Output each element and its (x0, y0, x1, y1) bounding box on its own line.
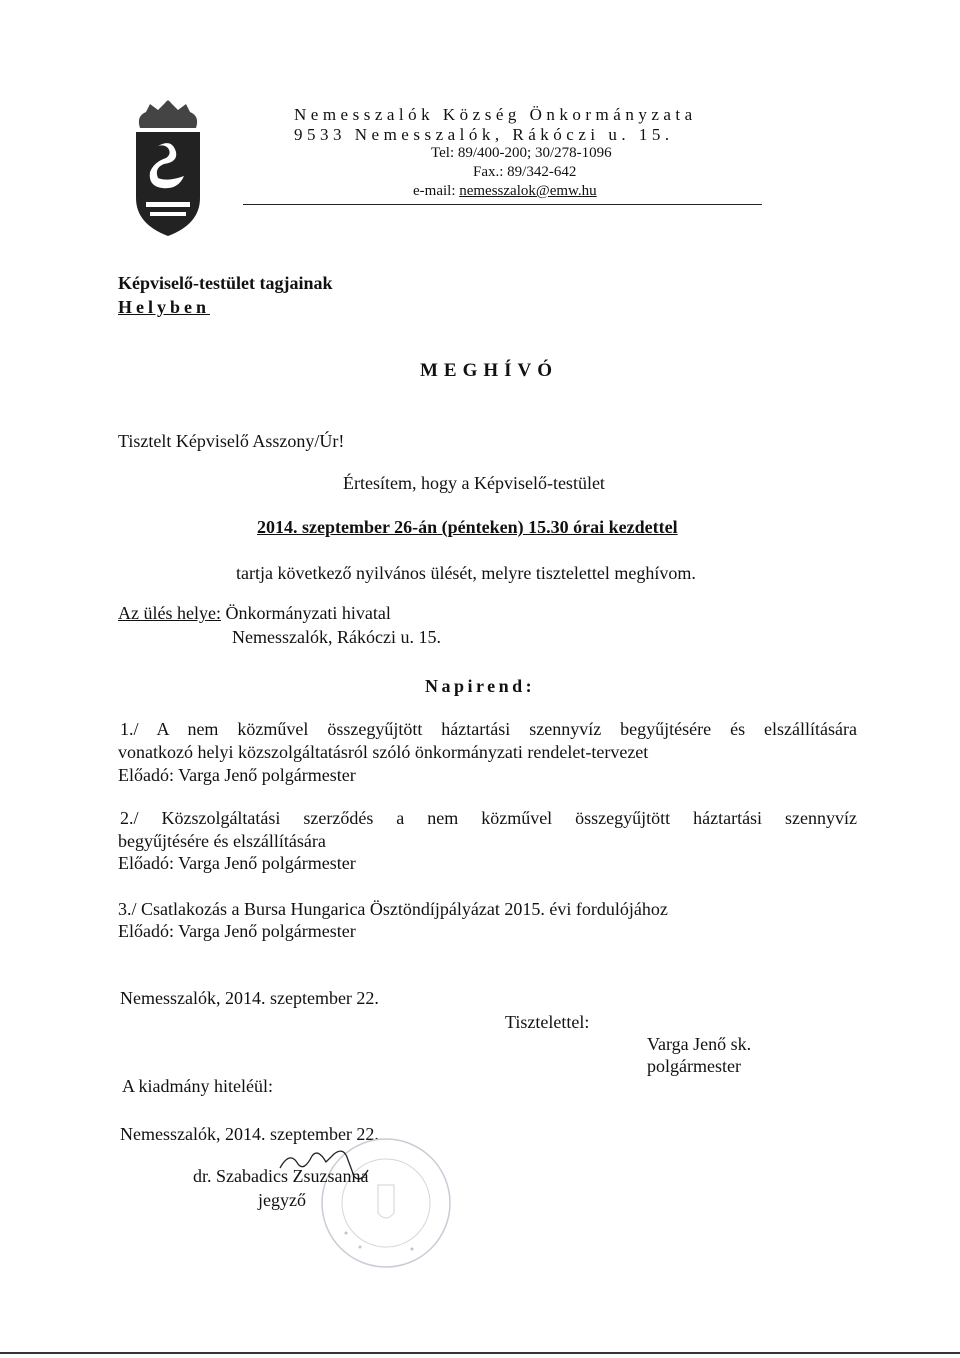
scan-edge-line (0, 1352, 960, 1354)
email-prefix: e-mail: (413, 183, 460, 199)
venue-name: Önkormányzati hivatal (225, 603, 391, 623)
meeting-date: 2014. szeptember 26-án (pénteken) 15.30 órai kezdettel (257, 517, 678, 537)
header-divider (243, 204, 762, 205)
agenda-item-2-line1: 2./ Közszolgáltatási szerződés a nem közművel összegyűjtött háztartási szennyvíz (120, 808, 857, 828)
signatory-name: Varga Jenő sk. (647, 1034, 752, 1054)
certification-label: A kiadmány hiteléül: (122, 1076, 273, 1096)
agenda-item-3-line1: 3./ Csatlakozás a Bursa Hungarica Ösztöndíjpályázat 2015. évi fordulójához (118, 899, 668, 919)
org-email-line (413, 183, 597, 200)
email-link[interactable]: nemesszalok@emw.hu (459, 183, 597, 199)
closing: Tisztelettel: (505, 1012, 590, 1032)
coat-of-arms (128, 98, 208, 238)
agenda-item-2-line2: begyűjtésére és elszállítására (118, 831, 326, 851)
certification-place-date: Nemesszalók, 2014. szeptember 22. (120, 1124, 379, 1144)
agenda-title: Napirend: (425, 676, 536, 696)
org-name: Nemesszalók Község Önkormányzata (294, 105, 697, 124)
org-address: 9533 Nemesszalók, Rákóczi u. 15. (294, 125, 674, 144)
recipient-line1: Képviselő-testület tagjainak (118, 273, 333, 293)
certifier-name: dr. Szabadics Zsuzsanna (193, 1166, 369, 1186)
recipient-line2: Helyben (118, 297, 211, 317)
agenda-item-1-line2: vonatkozó helyi közszolgáltatásról szóló önkormányzati rendelet-tervezet (118, 742, 649, 762)
agenda-item-2-presenter: Előadó: Varga Jenő polgármester (118, 853, 356, 873)
place-date: Nemesszalók, 2014. szeptember 22. (120, 988, 379, 1008)
venue-label: Az ülés helye: (118, 603, 221, 623)
signatory-title: polgármester (647, 1056, 741, 1076)
venue-address: Nemesszalók, Rákóczi u. 15. (232, 627, 441, 647)
agenda-item-1-presenter: Előadó: Varga Jenő polgármester (118, 765, 356, 785)
certifier-title: jegyző (258, 1190, 306, 1210)
venue-line (118, 603, 391, 624)
intro-text: Értesítem, hogy a Képviselő-testület (343, 473, 605, 493)
salutation: Tisztelt Képviselő Asszony/Úr! (118, 431, 345, 451)
org-fax: Fax.: 89/342-642 (473, 164, 577, 180)
agenda-item-1-line1: 1./ A nem közművel összegyűjtött háztartási szennyvíz begyűjtésére és elszállítására (120, 719, 857, 739)
agenda-item-3-presenter: Előadó: Varga Jenő polgármester (118, 921, 356, 941)
org-tel: Tel: 89/400-200; 30/278-1096 (431, 145, 612, 161)
meeting-text: tartja következő nyilvános ülését, melyre tisztelettel meghívom. (236, 563, 696, 583)
document-title: MEGHÍVÓ (420, 360, 559, 381)
